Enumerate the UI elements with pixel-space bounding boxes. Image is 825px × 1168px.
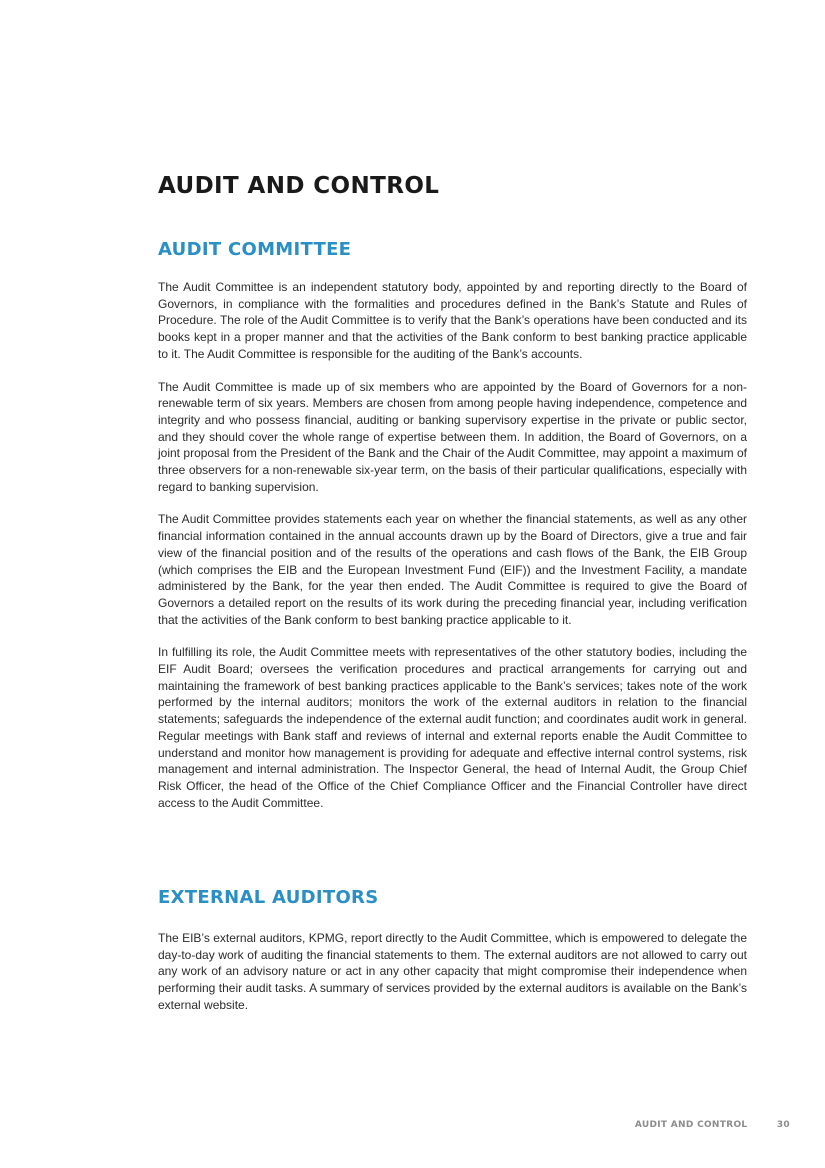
page-footer	[635, 1120, 790, 1130]
section-heading-external-auditors: EXTERNAL AUDITORS	[158, 887, 379, 908]
paragraph: The Audit Committee is made up of six members who are appointed by the Board of Governors for a non-renewable term of six years. Members are chosen from among people having independence, competence and integrity and who possess financial, auditing or banking supervisory expertise in the private or public sector, and they should cover the whole range of expertise between them. In addition, the Board of Governors, on a joint proposal from the President of the Bank and the Chair of the Audit Committee, may appoint a maximum of three observers for a non-renewable six-year term, on the basis of their particular qualifications, especially with regard to banking supervision.	[158, 379, 747, 494]
paragraph: The EIB’s external auditors, KPMG, report directly to the Audit Committee, which is empowered to delegate the day-to-day work of auditing the financial statements to them. The external auditors are not allowed to carry out any work of an advisory nature or act in any other capacity that might compromise their independence when performing their audit tasks. A summary of services provided by the external auditors is available on the Bank’s external website.	[158, 931, 747, 1012]
section-body-external-auditors	[158, 930, 747, 1030]
section-heading-audit-committee: AUDIT COMMITTEE	[158, 239, 352, 260]
paragraph: The Audit Committee provides statements each year on whether the financial statements, as well as any other financial information contained in the annual accounts drawn up by the Board of Directors, give a true and fair view of the financial position and of the results of the operations and cash flows of the Bank, the EIB Group (which comprises the EIB and the European Investment Fund (EIF)) and the Investment Facility, a mandate administered by the Bank, for the year then ended. The Audit Committee is required to give the Board of Governors a detailed report on the results of its work during the preceding financial year, including verification that the activities of the Bank conform to best banking practice applicable to it.	[158, 512, 747, 627]
section-body-audit-committee	[158, 279, 747, 827]
paragraph: In fulfilling its role, the Audit Committee meets with representatives of the other statutory bodies, including the EIF Audit Board; oversees the verification procedures and practical arrangements for carrying out and maintaining the framework of best banking practices applicable to the Bank’s services; takes note of the work performed by the internal auditors; monitors the work of the external auditors in relation to the financial statements; safeguards the independence of the external audit function; and coordinates audit work in general. Regular meetings with Bank staff and reviews of internal and external reports enable the Audit Committee to understand and monitor how management is providing for adequate and effective internal control systems, risk management and internal administration. The Inspector General, the head of Internal Audit, the Group Chief Risk Officer, the head of the Office of the Chief Compliance Officer and the Financial Controller have direct access to the Audit Committee.	[158, 645, 747, 810]
page-number: 30	[776, 1120, 790, 1130]
footer-section-label: AUDIT AND CONTROL	[634, 1120, 748, 1130]
paragraph: The Audit Committee is an independent statutory body, appointed by and reporting directly to the Board of Governors, in compliance with the formalities and procedures defined in the Bank’s Statute and Rules of Procedure. The role of the Audit Committee is to verify that the Bank’s operations have been conducted and its books kept in a proper manner and that the activities of the Bank conform to best banking practice applicable to it. The Audit Committee is responsible for the auditing of the Bank’s accounts.	[158, 280, 747, 361]
page-title: AUDIT AND CONTROL	[158, 173, 440, 199]
